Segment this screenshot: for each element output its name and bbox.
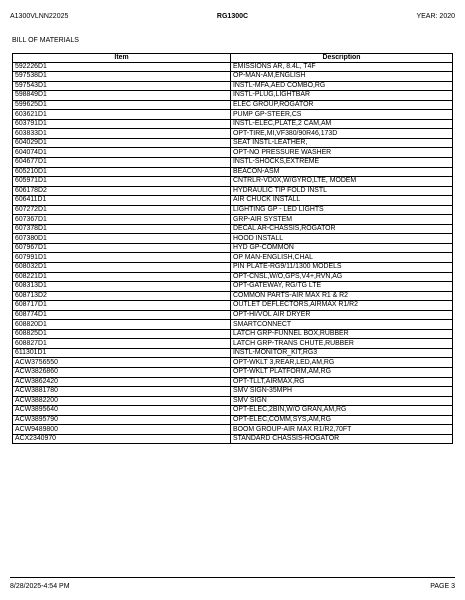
item-cell: 608774D1 bbox=[13, 310, 231, 320]
table-row bbox=[13, 148, 453, 158]
item-cell: 599625D1 bbox=[13, 100, 231, 110]
bill-of-materials-table bbox=[12, 53, 453, 444]
item-cell: 592226D1 bbox=[13, 62, 231, 72]
item-cell: 597543D1 bbox=[13, 81, 231, 91]
document-id: A1300VLNN22025 bbox=[10, 12, 69, 20]
table-row bbox=[13, 138, 453, 148]
item-cell: 605971D1 bbox=[13, 177, 231, 187]
table-row bbox=[13, 301, 453, 311]
description-cell: OPT-WKLT PLATFORM,AM,RG bbox=[231, 368, 453, 378]
item-cell: 606178D2 bbox=[13, 186, 231, 196]
table-row bbox=[13, 368, 453, 378]
item-cell: ACW3756550 bbox=[13, 358, 231, 368]
page-footer bbox=[10, 580, 455, 592]
description-cell: OPT-WKLT 3,REAR,LED,AM,RG bbox=[231, 358, 453, 368]
table-row bbox=[13, 339, 453, 349]
table-row bbox=[13, 320, 453, 330]
table-row bbox=[13, 387, 453, 397]
year-label: YEAR: 2020 bbox=[416, 12, 455, 20]
table-row bbox=[13, 425, 453, 435]
table-row bbox=[13, 196, 453, 206]
description-cell: INSTL-ELEC,PLATE,2 CAM,AM bbox=[231, 119, 453, 129]
description-cell: SMV SIGN-35MPH bbox=[231, 387, 453, 397]
column-header-item: Item bbox=[13, 54, 231, 63]
item-cell: 608713D2 bbox=[13, 291, 231, 301]
table-row bbox=[13, 72, 453, 82]
description-cell: STANDARD CHASSIS-ROGATOR bbox=[231, 434, 453, 444]
description-cell: OP-MAN-AM,ENGLISH bbox=[231, 72, 453, 82]
description-cell: COMMON PARTS-AIR MAX R1 & R2 bbox=[231, 291, 453, 301]
description-cell: LATCH GRP-TRANS CHUTE,RUBBER bbox=[231, 339, 453, 349]
table-row bbox=[13, 291, 453, 301]
description-cell: SMARTCONNECT bbox=[231, 320, 453, 330]
section-title: BILL OF MATERIALS bbox=[12, 37, 79, 44]
item-cell: 606411D1 bbox=[13, 196, 231, 206]
column-header-description: Description bbox=[231, 54, 453, 63]
description-cell: OPT-TLLT,AIRMAX,RG bbox=[231, 377, 453, 387]
description-cell: HOOD INSTALL bbox=[231, 234, 453, 244]
table-row bbox=[13, 224, 453, 234]
description-cell: HYDRAULIC TIP FOLD INSTL bbox=[231, 186, 453, 196]
table-row bbox=[13, 119, 453, 129]
item-cell: 608313D1 bbox=[13, 282, 231, 292]
table-row bbox=[13, 177, 453, 187]
description-cell: LATCH GRP-FUNNEL BOX,RUBBER bbox=[231, 329, 453, 339]
table-row bbox=[13, 186, 453, 196]
description-cell: BOOM GROUP-AIR MAX R1/R2,70FT bbox=[231, 425, 453, 435]
description-cell: HYD GP-COMMON bbox=[231, 243, 453, 253]
table-row bbox=[13, 129, 453, 139]
description-cell: PIN PLATE-RG9/11/1300 MODELS bbox=[231, 262, 453, 272]
description-cell: OPT-TIRE,MI,VF380/90R46,173D bbox=[231, 129, 453, 139]
description-cell: INSTL-PLUG,LIGHTBAR bbox=[231, 91, 453, 101]
item-cell: 607272D1 bbox=[13, 205, 231, 215]
table-row bbox=[13, 243, 453, 253]
table-row bbox=[13, 234, 453, 244]
item-cell: 608827D1 bbox=[13, 339, 231, 349]
description-cell: CNTRLR-VD0X,W/GYRO,LTE, MODEM bbox=[231, 177, 453, 187]
item-cell: 598849D1 bbox=[13, 91, 231, 101]
item-cell: 604074D1 bbox=[13, 148, 231, 158]
item-cell: 607380D1 bbox=[13, 234, 231, 244]
item-cell: ACW9489800 bbox=[13, 425, 231, 435]
table-row bbox=[13, 205, 453, 215]
table-row bbox=[13, 62, 453, 72]
table-row bbox=[13, 282, 453, 292]
item-cell: 603833D1 bbox=[13, 129, 231, 139]
item-cell: ACX2340970 bbox=[13, 434, 231, 444]
page-header bbox=[10, 10, 455, 22]
item-cell: 607367D1 bbox=[13, 215, 231, 225]
table-row bbox=[13, 434, 453, 444]
item-cell: 603621D1 bbox=[13, 110, 231, 120]
table-row bbox=[13, 81, 453, 91]
description-cell: OPT-GATEWAY, RG/TG LTE bbox=[231, 282, 453, 292]
description-cell: SEAT INSTL-LEATHER, bbox=[231, 138, 453, 148]
table-row bbox=[13, 91, 453, 101]
item-cell: 608717D1 bbox=[13, 301, 231, 311]
table-row bbox=[13, 348, 453, 358]
description-cell: OPT-HI/VOL AIR DRYER bbox=[231, 310, 453, 320]
item-cell: 607378D1 bbox=[13, 224, 231, 234]
model-name: RG1300C bbox=[216, 12, 249, 20]
description-cell: OPT-ELEC,COMM,SYS,AM,RG bbox=[231, 415, 453, 425]
description-cell: DECAL AR-CHASSIS,ROGATOR bbox=[231, 224, 453, 234]
item-cell: 608221D1 bbox=[13, 272, 231, 282]
table-header-row bbox=[13, 54, 453, 63]
description-cell: OP MAN-ENGLISH,CHAL bbox=[231, 253, 453, 263]
description-cell: LIGHTING GP - LED LIGHTS bbox=[231, 205, 453, 215]
item-cell: ACW3895640 bbox=[13, 406, 231, 416]
item-cell: 605210D1 bbox=[13, 167, 231, 177]
table-row bbox=[13, 310, 453, 320]
footer-divider bbox=[10, 577, 455, 578]
item-cell: ACW3881780 bbox=[13, 387, 231, 397]
table-row bbox=[13, 157, 453, 167]
description-cell: OPT-ELEC,2BIN,W/O GRAN,AM,RG bbox=[231, 406, 453, 416]
item-cell: 603791D1 bbox=[13, 119, 231, 129]
item-cell: 597538D1 bbox=[13, 72, 231, 82]
description-cell: EMISSIONS AR, 8.4L, T4F bbox=[231, 62, 453, 72]
table-body bbox=[13, 62, 453, 444]
description-cell: GRP-AIR SYSTEM bbox=[231, 215, 453, 225]
table-row bbox=[13, 329, 453, 339]
page-number: PAGE 3 bbox=[430, 582, 455, 590]
table-row bbox=[13, 262, 453, 272]
item-cell: ACW3826860 bbox=[13, 368, 231, 378]
item-cell: 604677D1 bbox=[13, 157, 231, 167]
description-cell: OPT-CNSL,W/O,GPS,V4+,RVN,AG bbox=[231, 272, 453, 282]
table-row bbox=[13, 377, 453, 387]
item-cell: 607967D1 bbox=[13, 243, 231, 253]
table-row bbox=[13, 358, 453, 368]
table-row bbox=[13, 415, 453, 425]
item-cell: 608820D1 bbox=[13, 320, 231, 330]
table-row bbox=[13, 215, 453, 225]
description-cell: PUMP GP-STEER,CS bbox=[231, 110, 453, 120]
item-cell: ACW3862420 bbox=[13, 377, 231, 387]
item-cell: 608825D1 bbox=[13, 329, 231, 339]
item-cell: 611301D1 bbox=[13, 348, 231, 358]
table-row bbox=[13, 406, 453, 416]
item-cell: 604029D1 bbox=[13, 138, 231, 148]
description-cell: ELEC GROUP,ROGATOR bbox=[231, 100, 453, 110]
table-row bbox=[13, 253, 453, 263]
print-timestamp: 8/28/2025-4:54 PM bbox=[10, 582, 70, 590]
description-cell: BEACON-ASM bbox=[231, 167, 453, 177]
description-cell: OPT-NO PRESSURE WASHER bbox=[231, 148, 453, 158]
description-cell: SMV SIGN bbox=[231, 396, 453, 406]
description-cell: INSTL-SHOCKS,EXTREME bbox=[231, 157, 453, 167]
description-cell: INSTL-MONITOR_KIT,RG3 bbox=[231, 348, 453, 358]
item-cell: ACW3895790 bbox=[13, 415, 231, 425]
table-row bbox=[13, 110, 453, 120]
table-row bbox=[13, 396, 453, 406]
description-cell: INSTL-MFA,AED COMBO,RG bbox=[231, 81, 453, 91]
item-cell: 607991D1 bbox=[13, 253, 231, 263]
table-row bbox=[13, 272, 453, 282]
item-cell: 608032D1 bbox=[13, 262, 231, 272]
table-row bbox=[13, 100, 453, 110]
item-cell: ACW3882200 bbox=[13, 396, 231, 406]
table-row bbox=[13, 167, 453, 177]
description-cell: OUTLET DEFLECTORS,AIRMAX R1/R2 bbox=[231, 301, 453, 311]
description-cell: AIR CHUCK INSTALL bbox=[231, 196, 453, 206]
